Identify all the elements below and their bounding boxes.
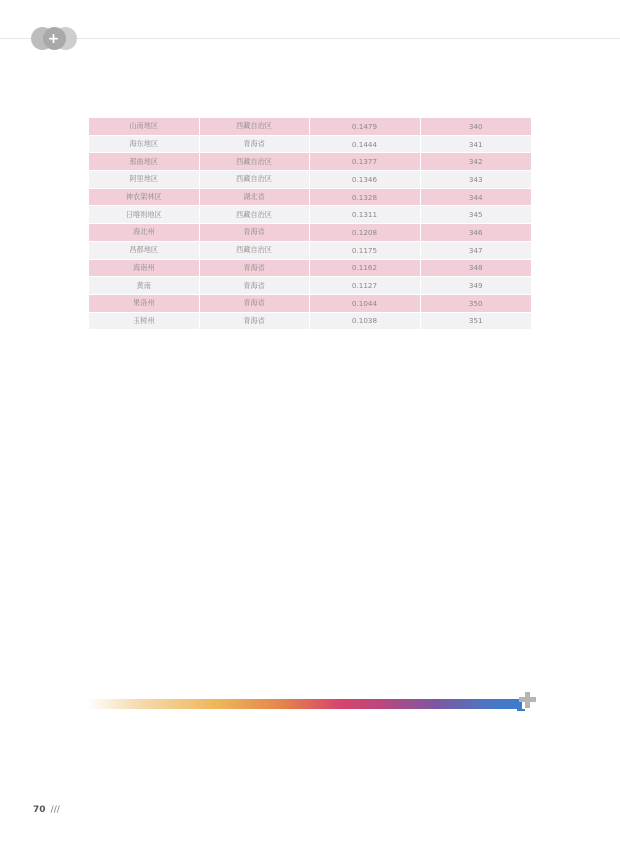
rank-cell: 345 [420, 206, 531, 224]
region-cell: 山南地区 [89, 118, 199, 135]
province-cell: 青海省 [199, 277, 309, 295]
province-cell: 西藏自治区 [199, 118, 309, 135]
plus-circles-logo-icon: + [31, 27, 77, 50]
value-cell: 0.1377 [309, 153, 420, 171]
province-cell: 西藏自治区 [199, 241, 309, 259]
province-cell: 青海省 [199, 224, 309, 242]
region-cell: 海东地区 [89, 135, 199, 153]
province-cell: 湖北省 [199, 188, 309, 206]
page-number [33, 805, 60, 815]
region-cell: 日喀则地区 [89, 206, 199, 224]
value-cell: 0.1038 [309, 312, 420, 330]
table-row [89, 312, 531, 330]
table-row [89, 135, 531, 153]
header-divider [0, 38, 620, 39]
rank-cell: 341 [420, 135, 531, 153]
table-row [89, 153, 531, 171]
rank-cell: 350 [420, 294, 531, 312]
value-cell: 0.1346 [309, 171, 420, 189]
value-cell: 0.1127 [309, 277, 420, 295]
table-row [89, 188, 531, 206]
table-row [89, 294, 531, 312]
rank-cell: 347 [420, 241, 531, 259]
value-cell: 0.1175 [309, 241, 420, 259]
rank-cell: 340 [420, 118, 531, 135]
region-cell: 那曲地区 [89, 153, 199, 171]
province-cell: 西藏自治区 [199, 153, 309, 171]
page-number-value: 70 [33, 805, 46, 815]
table-row [89, 206, 531, 224]
value-cell: 0.1444 [309, 135, 420, 153]
page-marks: /// [50, 805, 60, 815]
rank-cell: 346 [420, 224, 531, 242]
province-cell: 青海省 [199, 135, 309, 153]
table-row [89, 277, 531, 295]
province-cell: 西藏自治区 [199, 206, 309, 224]
table-row [89, 171, 531, 189]
value-cell: 0.1044 [309, 294, 420, 312]
table-row [89, 259, 531, 277]
rank-cell: 342 [420, 153, 531, 171]
ranking-table [89, 118, 531, 330]
decorative-gradient-bar [86, 699, 522, 709]
region-cell: 海北州 [89, 224, 199, 242]
plus-mark-icon [517, 692, 537, 710]
rank-cell: 344 [420, 188, 531, 206]
table-row [89, 241, 531, 259]
value-cell: 0.1479 [309, 118, 420, 135]
value-cell: 0.1328 [309, 188, 420, 206]
province-cell: 西藏自治区 [199, 171, 309, 189]
value-cell: 0.1162 [309, 259, 420, 277]
region-cell: 玉树州 [89, 312, 199, 330]
rank-cell: 348 [420, 259, 531, 277]
rank-cell: 343 [420, 171, 531, 189]
region-cell: 阿里地区 [89, 171, 199, 189]
table-row [89, 224, 531, 242]
region-cell: 果洛州 [89, 294, 199, 312]
province-cell: 青海省 [199, 259, 309, 277]
value-cell: 0.1311 [309, 206, 420, 224]
region-cell: 海南州 [89, 259, 199, 277]
province-cell: 青海省 [199, 294, 309, 312]
region-cell: 昌都地区 [89, 241, 199, 259]
value-cell: 0.1208 [309, 224, 420, 242]
rank-cell: 351 [420, 312, 531, 330]
rank-cell: 349 [420, 277, 531, 295]
region-cell: 黄南 [89, 277, 199, 295]
table-row [89, 118, 531, 135]
region-cell: 神农架林区 [89, 188, 199, 206]
province-cell: 青海省 [199, 312, 309, 330]
